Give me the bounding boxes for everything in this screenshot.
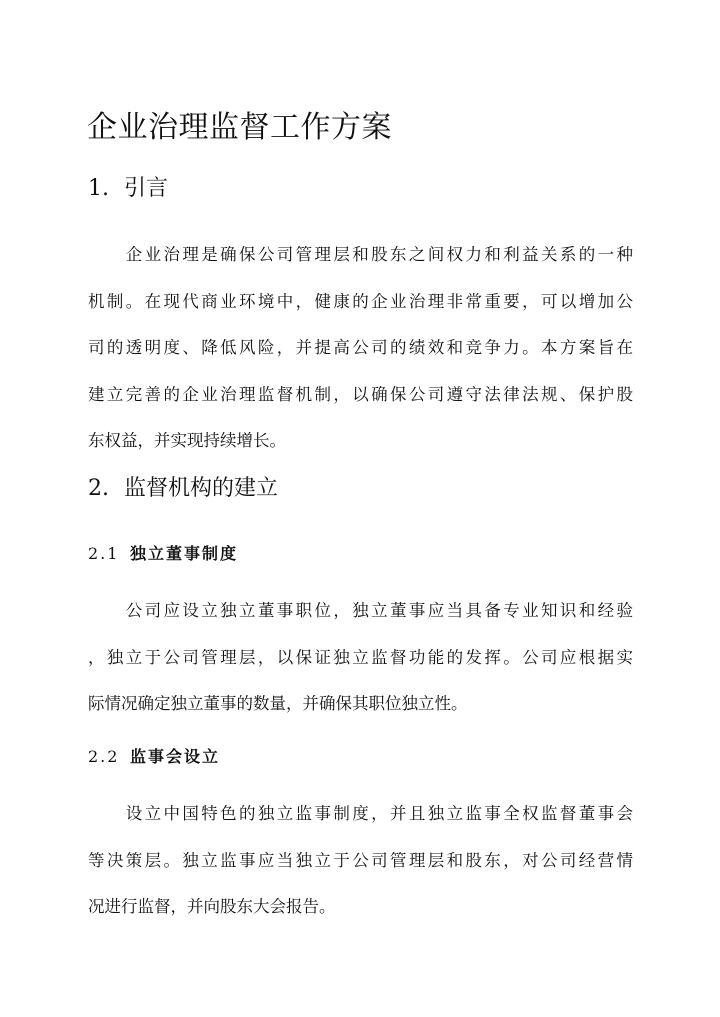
section-title: 引言 — [124, 176, 169, 201]
subsection-number: 2.1 — [88, 544, 120, 563]
paragraph-independent-directors — [88, 588, 633, 728]
section-number: 1. — [88, 176, 109, 201]
section-title: 监督机构的建立 — [124, 476, 279, 501]
subsection-heading-independent-directors — [88, 542, 238, 566]
paragraph-line: 建立完善的企业治理监督机制，以确保公司遵守法律法规、保护股 — [88, 384, 633, 404]
section-number: 2. — [88, 476, 109, 501]
section-heading-introduction — [88, 174, 168, 204]
paragraph-line: 东权益，并实现持续增长。 — [88, 431, 286, 450]
paragraph-line: 企业治理是确保公司管理层和股东之间权力和利益关系的一种 — [88, 245, 633, 264]
subsection-title: 监事会设立 — [130, 747, 221, 766]
document-title: 企业治理监督工作方案 — [87, 110, 392, 146]
paragraph-line: 际情况确定独立董事的数量，并确保其职位独立性。 — [88, 694, 468, 713]
section-heading-oversight-bodies — [88, 474, 278, 504]
subsection-title: 独立董事制度 — [130, 544, 239, 563]
subsection-number: 2.2 — [88, 747, 120, 766]
paragraph-line: 况进行监督，并向股东大会报告。 — [88, 897, 336, 916]
paragraph-supervisory-board — [88, 791, 633, 931]
paragraph-introduction — [88, 232, 633, 465]
subsection-heading-supervisory-board — [88, 745, 220, 769]
paragraph-line: 公司应设立独立董事职位，独立董事应当具备专业知识和经验 — [88, 601, 633, 620]
paragraph-line: 等决策层。独立监事应当独立于公司管理层和股东，对公司经营情 — [88, 850, 633, 870]
paragraph-line: 机制。在现代商业环境中，健康的企业治理非常重要，可以增加公 — [88, 291, 633, 311]
paragraph-line: ，独立于公司管理层，以保证独立监督功能的发挥。公司应根据实 — [88, 647, 633, 667]
paragraph-line: 设立中国特色的独立监事制度，并且独立监事全权监督董事会 — [88, 804, 633, 823]
paragraph-line: 司的透明度、降低风险，并提高公司的绩效和竞争力。本方案旨在 — [88, 338, 633, 357]
